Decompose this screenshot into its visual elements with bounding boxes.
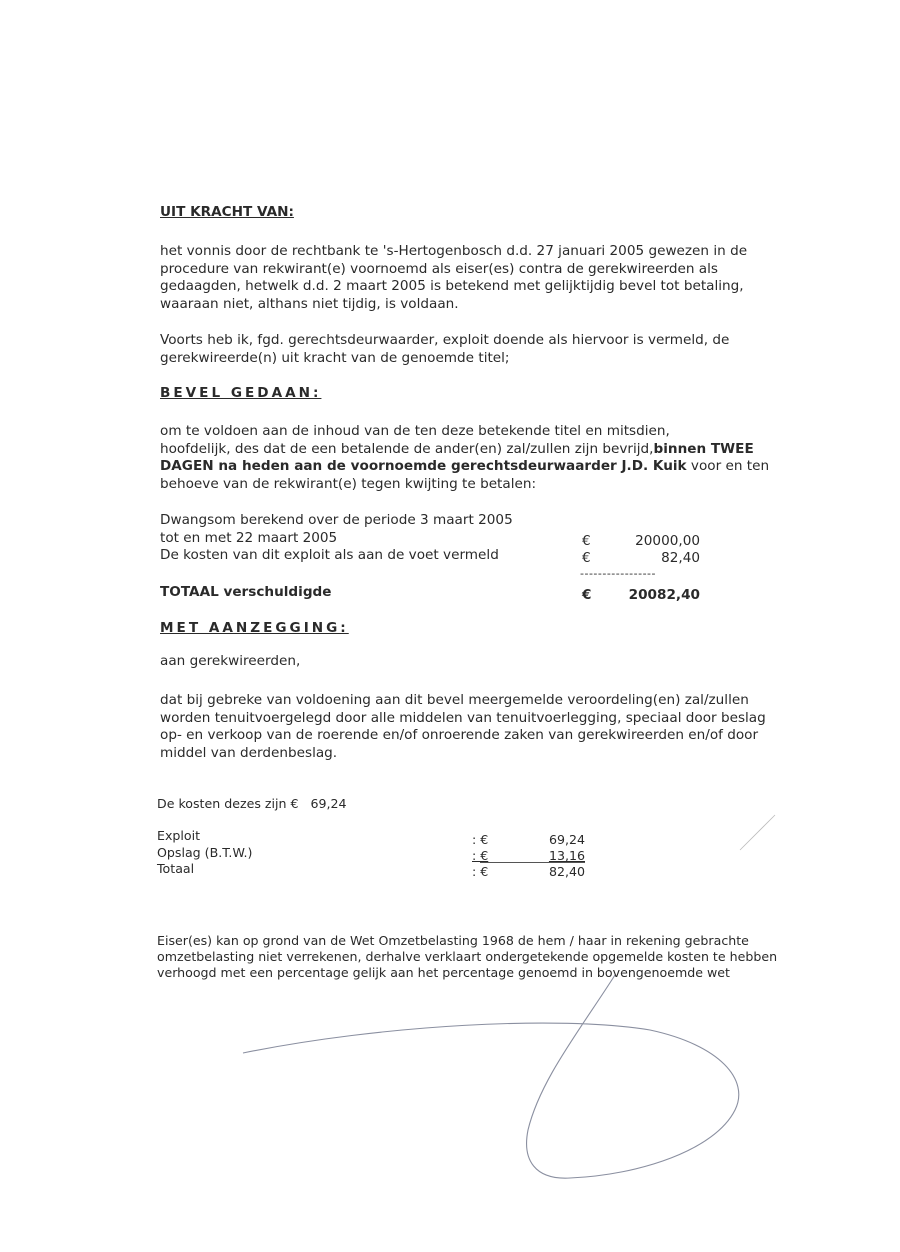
text-line: Eiser(es) kan op grond van de Wet Omzetbelasting 1968 de hem / haar in rekening gebrachte <box>157 933 749 948</box>
dwangsom-label-2: tot en met 22 maart 2005 <box>160 529 338 546</box>
costs-row: Opslag (B.T.W.) <box>157 845 253 860</box>
costs-value: 69,24 <box>548 832 585 847</box>
currency-symbol: € <box>582 587 592 603</box>
costs-intro <box>157 796 347 811</box>
underline-rule <box>480 862 585 863</box>
paragraph-bevel <box>160 423 769 493</box>
currency-symbol: € <box>582 550 591 566</box>
text-line: op- en verkoop van de roerende en/of onroerende zaken van gerekwireerden en/of door <box>160 727 759 744</box>
heading-bevel-gedaan: BEVEL GEDAAN: <box>160 385 322 401</box>
text-line: waaraan niet, althans niet tijdig, is voldaan. <box>160 295 459 312</box>
costs-intro-label: De kosten dezes zijn € <box>157 796 299 811</box>
costs-value: 13,16 <box>548 848 585 863</box>
text-line: het vonnis door de rechtbank te 's-Hertogenbosch d.d. 27 januari 2005 gewezen in de <box>160 243 748 259</box>
text-line: middel van derdenbeslag. <box>160 744 338 761</box>
heading-met-aanzegging: MET AANZEGGING: <box>160 620 349 636</box>
pen-mark <box>740 815 775 850</box>
costs-row: Totaal <box>157 861 195 876</box>
bold-segment: DAGEN na heden aan de voornoemde gerechtsdeurwaarder J.D. Kuik <box>160 458 687 475</box>
text-line: Voorts heb ik, fgd. gerechtsdeurwaarder, exploit doende als hiervoor is vermeld, de <box>160 332 730 348</box>
kosten-label: De kosten van dit exploit als aan de voet vermeld <box>160 547 499 564</box>
costs-intro-value: 69,24 <box>310 796 347 811</box>
currency-symbol: € <box>582 533 591 549</box>
costs-row: Exploit <box>157 828 201 843</box>
totaal-value: 20082,40 <box>628 587 700 603</box>
text-line: om te voldoen aan de inhoud van de ten deze betekende titel en mitsdien, <box>160 423 670 439</box>
text-line: worden tenuitvoergelegd door alle middelen van tenuitvoerlegging, speciaal door beslag <box>160 709 766 726</box>
costs-currency: : € <box>472 848 489 863</box>
text-line: omzetbelasting niet verrekenen, derhalve verklaart ondergetekende opgemelde kosten te hebben <box>157 949 778 964</box>
dwangsom-value: 20000,00 <box>635 533 700 549</box>
paragraph-aanzegging <box>160 692 766 762</box>
kosten-value: 82,40 <box>661 550 700 566</box>
text-line: behoeve van de rekwirant(e) tegen kwijting te betalen: <box>160 475 537 492</box>
heading-uit-kracht-van: UIT KRACHT VAN: <box>160 204 294 220</box>
footer-btw-note <box>157 933 777 981</box>
text-line: verhoogd met een percentage gelijk aan het percentage genoemd in bovengenoemde wet <box>157 965 730 980</box>
costs-currency: : € <box>472 864 489 879</box>
text-line: gedaagden, hetwelk d.d. 2 maart 2005 is betekend met gelijktijdig bevel tot betaling, <box>160 278 744 295</box>
amounts-block <box>160 512 513 565</box>
costs-currency: : € <box>472 832 489 847</box>
aan-gerekwireerden: aan gerekwireerden, <box>160 653 301 669</box>
paragraph-voorts <box>160 332 729 367</box>
text-segment: voor en ten <box>686 458 770 475</box>
separator-line: ----------------- <box>580 567 656 580</box>
costs-value: 82,40 <box>548 864 585 879</box>
dwangsom-label-1: Dwangsom berekend over de periode 3 maart 2005 <box>160 512 513 528</box>
totaal-label: TOTAAL verschuldigde <box>160 584 332 600</box>
text-segment: hoofdelijk, des dat de een betalende de ander(en) zal/zullen zijn bevrijd, <box>160 440 654 457</box>
paragraph-vonnis <box>160 243 747 313</box>
text-line: gerekwireerde(n) uit kracht van de genoemde titel; <box>160 349 510 366</box>
text-line: dat bij gebreke van voldoening aan dit bevel meergemelde veroordeling(en) zal/zullen <box>160 692 749 708</box>
bold-segment: binnen TWEE <box>653 440 754 457</box>
text-line: procedure van rekwirant(e) voornoemd als eiser(es) contra de gerekwireerden als <box>160 260 718 277</box>
